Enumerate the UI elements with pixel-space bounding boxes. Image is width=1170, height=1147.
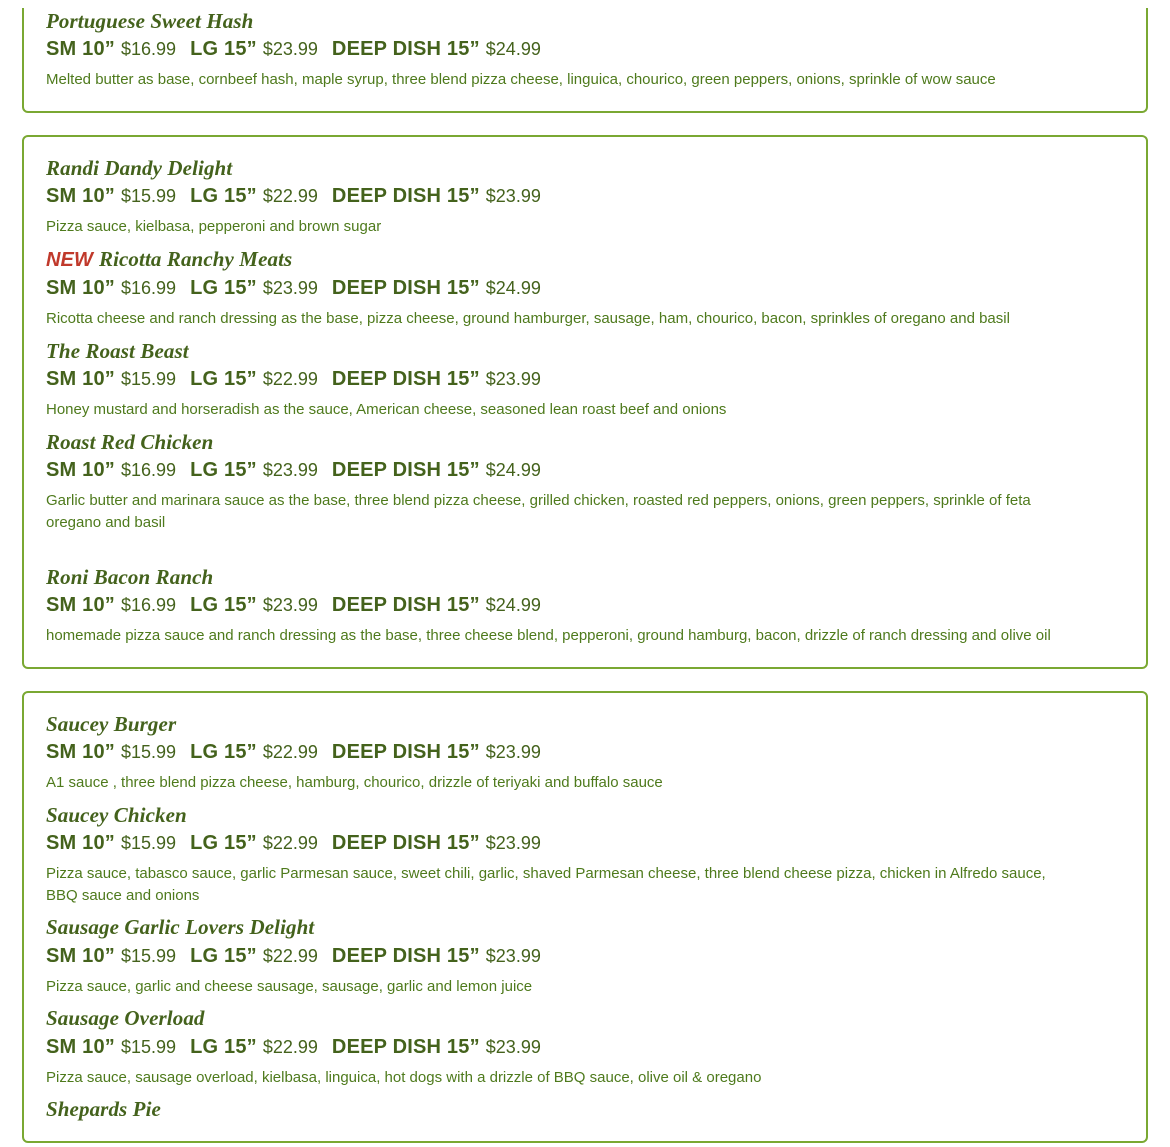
size-label: DEEP DISH 15” <box>331 38 480 61</box>
size-label: SM 10” <box>46 185 116 208</box>
menu-item-prices <box>46 830 1124 857</box>
size-label: LG 15” <box>190 831 257 854</box>
size-label: LG 15” <box>190 459 257 481</box>
menu-card <box>22 8 1148 113</box>
size-price: $23.99 <box>262 460 318 480</box>
menu-item-prices <box>46 366 1124 393</box>
menu-item-name <box>46 914 1124 940</box>
menu-item-name <box>46 429 1124 455</box>
size-label: DEEP DISH 15” <box>331 831 480 854</box>
size-label: SM 10” <box>46 368 116 390</box>
size-price: $22.99 <box>262 741 318 762</box>
menu-item-title-text: Roast Red Chicken <box>46 429 214 454</box>
size-price: $23.99 <box>262 39 318 60</box>
size-price: $23.99 <box>485 832 541 853</box>
size-price: $23.99 <box>485 741 541 762</box>
menu-item-title-text: Saucey Burger <box>46 711 177 736</box>
size-price: $15.99 <box>121 945 177 966</box>
menu-item-description: Pizza sauce, garlic and cheese sausage, sausage, garlic and lemon juice <box>46 977 533 995</box>
size-label: LG 15” <box>190 944 257 967</box>
menu-item-description: Honey mustard and horseradish as the sauce, American cheese, seasoned lean roast beef and onions <box>46 401 727 418</box>
menu-item <box>46 246 1124 330</box>
menu-item-name <box>46 564 1124 590</box>
size-price: $22.99 <box>262 945 318 966</box>
size-price: $16.99 <box>121 278 177 298</box>
menu-item <box>46 914 1124 997</box>
menu-item-prices <box>46 739 1124 766</box>
size-label: SM 10” <box>46 740 116 763</box>
menu-item <box>46 1096 1124 1122</box>
size-label: LG 15” <box>190 368 257 390</box>
size-label: SM 10” <box>46 38 116 61</box>
menu-item-title-text: The Roast Beast <box>46 338 189 363</box>
menu-item-title-text: Ricotta Ranchy Meats <box>98 247 293 271</box>
menu-item-prices <box>46 943 1124 970</box>
size-label: DEEP DISH 15” <box>331 277 480 299</box>
menu-item-title-text: Roni Bacon Ranch <box>46 564 214 589</box>
size-price: $23.99 <box>485 945 541 966</box>
menu-item <box>46 711 1124 794</box>
menu-sections <box>22 8 1148 1143</box>
size-price: $23.99 <box>485 369 541 389</box>
size-price: $23.99 <box>262 594 318 615</box>
size-price: $15.99 <box>121 741 177 762</box>
size-label: DEEP DISH 15” <box>331 368 480 390</box>
menu-item-title-text: Sausage Overload <box>46 1006 205 1031</box>
size-price: $15.99 <box>121 832 177 853</box>
size-price: $23.99 <box>485 1036 541 1057</box>
size-price: $15.99 <box>121 369 177 389</box>
size-label: LG 15” <box>190 185 257 208</box>
size-label: LG 15” <box>190 740 257 763</box>
size-price: $24.99 <box>485 39 541 60</box>
menu-item-prices <box>46 1034 1124 1061</box>
size-price: $24.99 <box>485 278 541 298</box>
size-price: $22.99 <box>262 369 318 389</box>
menu-item-prices <box>46 592 1124 619</box>
menu-item-title-text: Portuguese Sweet Hash <box>46 9 254 33</box>
size-price: $22.99 <box>262 186 318 207</box>
menu-item-description: A1 sauce , three blend pizza cheese, hamburg, chourico, drizzle of teriyaki and buffalo sauce <box>46 773 663 791</box>
menu-item <box>46 429 1124 534</box>
size-label: DEEP DISH 15” <box>331 185 480 208</box>
menu-item-title-text: Sausage Garlic Lovers Delight <box>46 915 315 940</box>
size-price: $23.99 <box>262 278 318 298</box>
menu-item <box>46 155 1124 238</box>
menu-item-name <box>46 711 1124 737</box>
size-label: SM 10” <box>46 593 116 616</box>
menu-item-name <box>46 246 1124 273</box>
size-label: DEEP DISH 15” <box>331 459 480 481</box>
size-label: SM 10” <box>46 277 116 299</box>
menu-item-description: Pizza sauce, tabasco sauce, garlic Parmesan sauce, sweet chili, garlic, shaved Parmesan cheese, three blend cheese pizza, chicken in Alfredo sauce, BBQ sauce and onions <box>46 864 1046 904</box>
menu-item-description: Ricotta cheese and ranch dressing as the base, pizza cheese, ground hamburger, sausage, ham, chourico, bacon, sprinkles of oregano and basil <box>46 310 1010 327</box>
menu-item-prices <box>46 457 1124 484</box>
menu-item-name <box>46 1005 1124 1031</box>
menu-item-name <box>46 338 1124 364</box>
size-label: DEEP DISH 15” <box>331 1035 480 1058</box>
size-price: $22.99 <box>262 1036 318 1057</box>
menu-item-name <box>46 802 1124 828</box>
menu-item-prices <box>46 275 1124 302</box>
menu-item <box>46 1005 1124 1088</box>
menu-item-name <box>46 8 1124 34</box>
menu-item-title-text: Shepards Pie <box>46 1097 161 1122</box>
menu-item <box>46 338 1124 421</box>
menu-page <box>0 8 1170 1143</box>
menu-item-description: homemade pizza sauce and ranch dressing as the base, three cheese blend, pepperoni, ground hamburg, bacon, drizzle of ranch dressing and olive oil <box>46 626 1051 644</box>
size-label: LG 15” <box>190 277 257 299</box>
size-label: DEEP DISH 15” <box>331 944 480 967</box>
spacer <box>46 538 1124 556</box>
menu-item <box>46 8 1124 91</box>
menu-item-name <box>46 1096 1124 1122</box>
menu-item-title-text: Randi Dandy Delight <box>46 156 233 180</box>
menu-card <box>22 691 1148 1143</box>
menu-item-prices <box>46 36 1124 63</box>
menu-item-description: Pizza sauce, sausage overload, kielbasa, linguica, hot dogs with a drizzle of BBQ sauce, olive oil & oregano <box>46 1068 762 1086</box>
size-label: LG 15” <box>190 38 257 61</box>
size-label: SM 10” <box>46 944 116 967</box>
size-label: SM 10” <box>46 1035 116 1058</box>
size-label: SM 10” <box>46 459 116 481</box>
size-label: LG 15” <box>190 1035 257 1058</box>
menu-item-prices <box>46 183 1124 210</box>
size-price: $16.99 <box>121 39 177 60</box>
size-price: $22.99 <box>262 832 318 853</box>
size-label: DEEP DISH 15” <box>331 593 480 616</box>
menu-card <box>22 135 1148 669</box>
menu-item-description: Garlic butter and marinara sauce as the base, three blend pizza cheese, grilled chicken, roasted red peppers, onions, green peppers, sprinkle of feta oregano and basil <box>46 492 1031 531</box>
menu-item-name <box>46 155 1124 181</box>
new-badge: NEW <box>46 249 93 271</box>
menu-item <box>46 802 1124 907</box>
size-price: $24.99 <box>485 460 541 480</box>
size-price: $15.99 <box>121 186 177 207</box>
size-price: $15.99 <box>121 1036 177 1057</box>
size-price: $16.99 <box>121 594 177 615</box>
size-label: DEEP DISH 15” <box>331 740 480 763</box>
menu-item <box>46 564 1124 647</box>
menu-item-description: Melted butter as base, cornbeef hash, maple syrup, three blend pizza cheese, linguica, chourico, green peppers, onions, sprinkle of wow sauce <box>46 71 996 89</box>
size-label: LG 15” <box>190 593 257 616</box>
size-label: SM 10” <box>46 831 116 854</box>
size-price: $23.99 <box>485 186 541 207</box>
menu-item-description: Pizza sauce, kielbasa, pepperoni and brown sugar <box>46 218 382 236</box>
size-price: $16.99 <box>121 460 177 480</box>
size-price: $24.99 <box>485 594 541 615</box>
menu-item-title-text: Saucey Chicken <box>46 802 187 827</box>
